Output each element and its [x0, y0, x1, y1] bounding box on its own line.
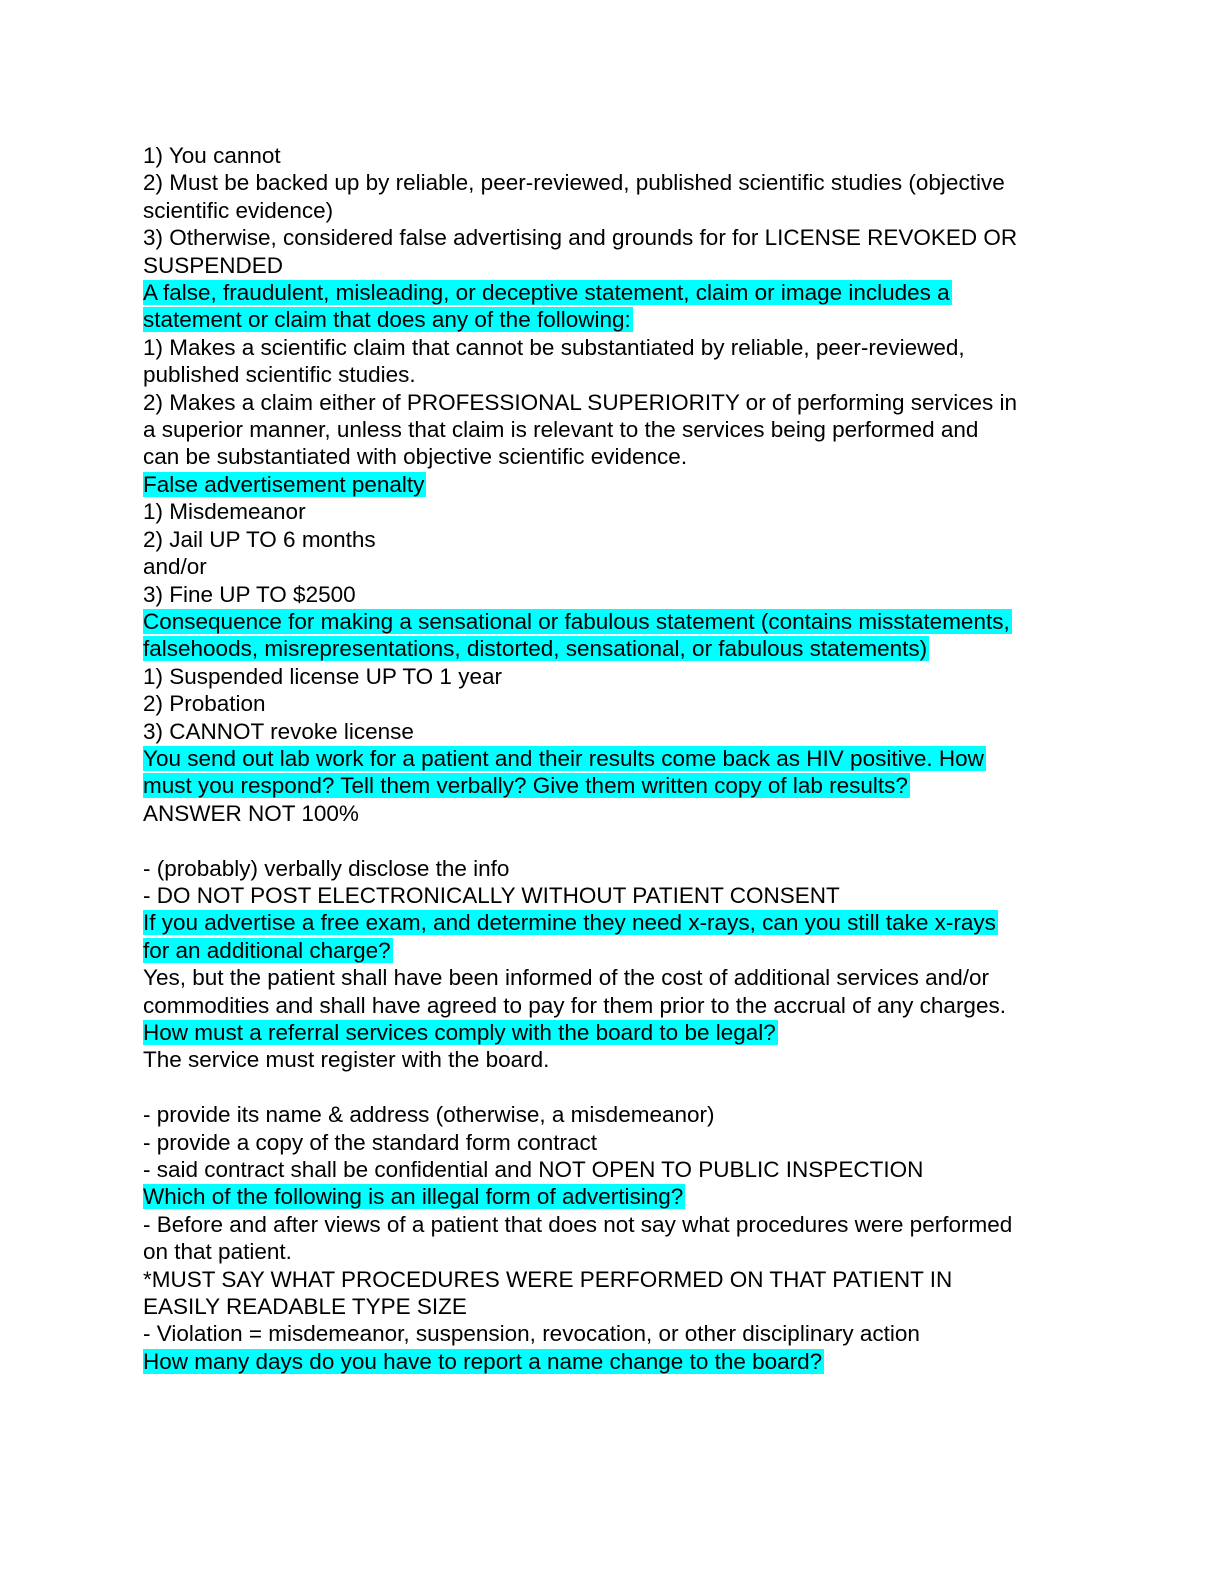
body-text: 1) You cannot: [143, 143, 281, 168]
answer-block: [143, 142, 1083, 279]
body-text: and/or: [143, 554, 207, 580]
answer-line: [143, 416, 1083, 443]
answer-block: [143, 334, 1083, 471]
question-line: [143, 635, 1083, 662]
answer-line: [143, 389, 1083, 416]
body-text: - provide its name & address (otherwise, a misdemeanor): [143, 1102, 715, 1128]
answer-line: [143, 1046, 1083, 1073]
question-line: [143, 937, 1083, 964]
answer-line: [143, 142, 1083, 169]
body-text: - provide a copy of the standard form contract: [143, 1129, 597, 1155]
question-line: [143, 279, 1083, 306]
answer-line: [143, 1101, 1083, 1128]
highlighted-text: A false, fraudulent, misleading, or deceptive statement, claim or image includes a: [143, 280, 950, 306]
answer-line: [143, 718, 1083, 745]
body-text: SUSPENDED: [143, 252, 284, 278]
answer-block: [143, 800, 1083, 910]
question-line: [143, 1348, 1083, 1375]
body-text: 1) Misdemeanor: [143, 499, 306, 525]
highlighted-text: False advertisement penalty: [143, 471, 425, 497]
highlighted-text: If you advertise a free exam, and determine they need x-rays, can you still take x-rays: [143, 910, 996, 936]
body-text: published scientific studies.: [143, 362, 416, 388]
answer-line: [143, 827, 1083, 854]
question-line: [143, 1019, 1083, 1046]
body-text: - said contract shall be confidential and NOT OPEN TO PUBLIC INSPECTION: [143, 1157, 924, 1182]
answer-line: [143, 1293, 1083, 1320]
answer-line: [143, 224, 1083, 251]
question-line: [143, 471, 1083, 498]
question-line: [143, 1183, 1083, 1210]
question-block: [143, 279, 1083, 334]
answer-line: [143, 690, 1083, 717]
body-text: ANSWER NOT 100%: [143, 800, 359, 826]
question-line: [143, 909, 1083, 936]
question-block: [143, 745, 1083, 800]
answer-line: [143, 855, 1083, 882]
answer-line: [143, 1129, 1083, 1156]
answer-block: [143, 1211, 1083, 1348]
body-text: EASILY READABLE TYPE SIZE: [143, 1294, 467, 1320]
answer-block: [143, 1046, 1083, 1183]
question-line: [143, 306, 1083, 333]
answer-line: [143, 800, 1083, 827]
document-page: [143, 142, 1083, 1375]
answer-line: [143, 197, 1083, 224]
answer-line: [143, 361, 1083, 388]
highlighted-text: statement or claim that does any of the following:: [143, 307, 631, 333]
highlighted-text: You send out lab work for a patient and their results come back as HIV positive. How: [143, 745, 984, 771]
answer-line: [143, 1156, 1083, 1183]
answer-line: [143, 526, 1083, 553]
answer-line: [143, 581, 1083, 608]
body-text: 1) Makes a scientific claim that cannot be substantiated by reliable, peer-reviewed,: [143, 334, 965, 360]
highlighted-text: falsehoods, misrepresentations, distorted, sensational, or fabulous statements): [143, 636, 928, 662]
answer-line: [143, 663, 1083, 690]
answer-line: [143, 882, 1083, 909]
body-text: 2) Must be backed up by reliable, peer-reviewed, published scientific studies (objective: [143, 170, 1005, 196]
question-block: [143, 1348, 1083, 1375]
body-text: - DO NOT POST ELECTRONICALLY WITHOUT PATIENT CONSENT: [143, 882, 840, 908]
question-line: [143, 608, 1083, 635]
body-text: can be substantiated with objective scientific evidence.: [143, 444, 688, 470]
highlighted-text: Which of the following is an illegal form of advertising?: [143, 1184, 684, 1210]
body-text: scientific evidence): [143, 197, 334, 223]
body-text: 2) Probation: [143, 691, 266, 717]
highlighted-text: for an additional charge?: [143, 937, 391, 963]
answer-line: [143, 443, 1083, 470]
answer-line: [143, 252, 1083, 279]
question-block: [143, 1019, 1083, 1046]
answer-block: [143, 498, 1083, 608]
highlighted-text: How must a referral services comply with the board to be legal?: [143, 1019, 776, 1045]
answer-line: [143, 334, 1083, 361]
body-text: - Before and after views of a patient that does not say what procedures were performed: [143, 1211, 1013, 1237]
body-text: 3) Fine UP TO $2500: [143, 581, 356, 607]
answer-line: [143, 553, 1083, 580]
question-line: [143, 745, 1083, 772]
answer-line: [143, 1074, 1083, 1101]
body-text: 2) Makes a claim either of PROFESSIONAL SUPERIORITY or of performing services in: [143, 389, 1018, 415]
body-text: 3) Otherwise, considered false advertising and grounds for for LICENSE REVOKED OR: [143, 225, 1018, 251]
highlighted-text: How many days do you have to report a name change to the board?: [143, 1348, 823, 1374]
body-text: 1) Suspended license UP TO 1 year: [143, 663, 502, 689]
question-block: [143, 608, 1083, 663]
body-text: Yes, but the patient shall have been informed of the cost of additional services and/or: [143, 965, 989, 991]
body-text: commodities and shall have agreed to pay for them prior to the accrual of any charges.: [143, 992, 1006, 1018]
body-text: on that patient.: [143, 1239, 292, 1265]
answer-block: [143, 964, 1083, 1019]
answer-line: [143, 1266, 1083, 1293]
body-text: *MUST SAY WHAT PROCEDURES WERE PERFORMED ON THAT PATIENT IN: [143, 1266, 953, 1292]
body-text: - (probably) verbally disclose the info: [143, 855, 510, 881]
answer-line: [143, 1238, 1083, 1265]
highlighted-text: Consequence for making a sensational or fabulous statement (contains misstatements,: [143, 608, 1010, 634]
answer-block: [143, 663, 1083, 745]
answer-line: [143, 992, 1083, 1019]
highlighted-text: must you respond? Tell them verbally? Give them written copy of lab results?: [143, 773, 908, 799]
answer-line: [143, 169, 1083, 196]
question-block: [143, 909, 1083, 964]
body-text: 3) CANNOT revoke license: [143, 718, 414, 744]
answer-line: [143, 1211, 1083, 1238]
question-block: [143, 471, 1083, 498]
body-text: - Violation = misdemeanor, suspension, revocation, or other disciplinary action: [143, 1321, 920, 1347]
body-text: 2) Jail UP TO 6 months: [143, 526, 376, 552]
answer-line: [143, 964, 1083, 991]
body-text: a superior manner, unless that claim is relevant to the services being performed and: [143, 417, 979, 443]
answer-line: [143, 1320, 1083, 1347]
body-text: The service must register with the board.: [143, 1047, 550, 1073]
answer-line: [143, 498, 1083, 525]
question-line: [143, 772, 1083, 799]
question-block: [143, 1183, 1083, 1210]
